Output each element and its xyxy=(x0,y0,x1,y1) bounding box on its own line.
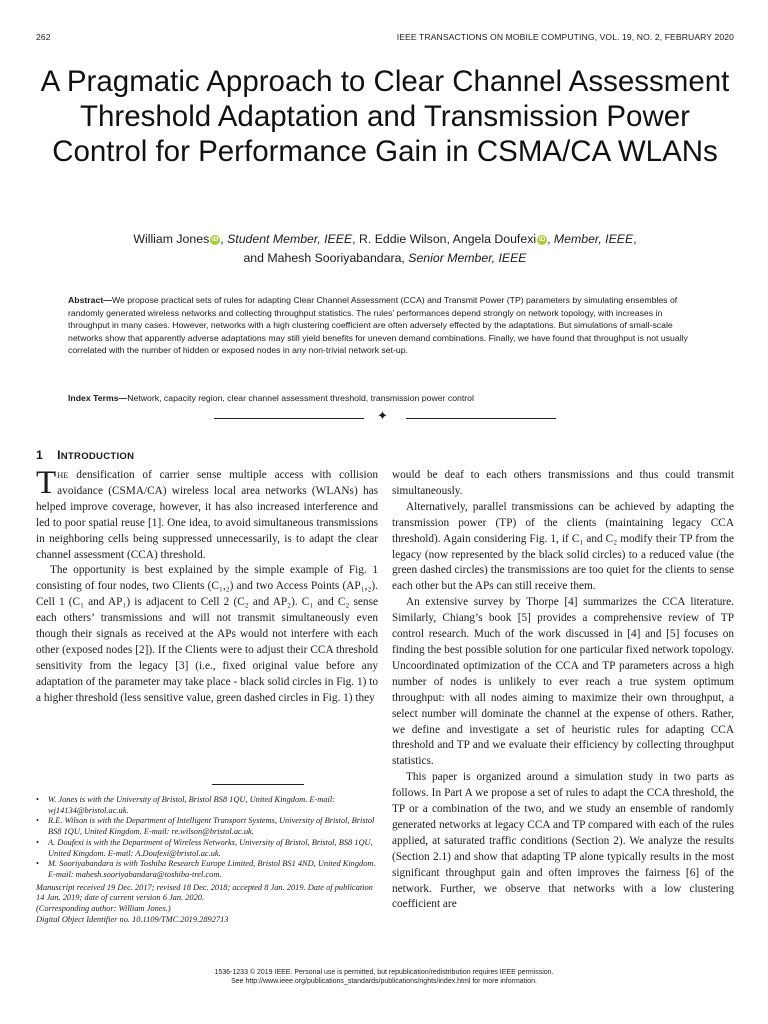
author-name: William Jones xyxy=(133,232,210,246)
paragraph: The opportunity is best explained by the simple example of Fig. 1 consisting of four nodes, two Clients (C₁,₂) and two Access Points (AP₁,₂). Cell 1 (C₁ and AP₁) is adjacent to Cell 2 (C₂ and AP₂). C₁ and C₂ sense each others’ transmissions and will not transmit simultaneously even though their signals as received at the APs would not interfere with each other (exposed nodes [2]). If the Clients were to adjust their CCA threshold sensitivity from the legacy [3] (i.e., fixed original value before any adaptation of the parameter may take place - black solid circles in Fig. 1) to a higher threshold (less sensitive value, green dashed circles in Fig. 1) they xyxy=(36,564,378,704)
author-line-1: William Jones iD , Student Member, IEEE, R. Eddie Wilson, Angela Doufexi iD , Member, IEEE, xyxy=(133,232,637,246)
separator-line-left xyxy=(214,418,364,419)
index-terms-label: Index Terms— xyxy=(68,393,128,403)
footnote-item: • R.E. Wilson is with the Department of Intelligent Transport Systems, University of Bristol, Bristol BS8 1QU, United Kingdom. E-mail: re.wilson@bristol.ac.uk. xyxy=(36,816,375,837)
index-terms xyxy=(68,392,702,404)
doi: Digital Object Identifier no. 10.1109/TMC.2019.2892713 xyxy=(36,914,229,924)
author-role: Senior Member, IEEE xyxy=(408,251,527,265)
journal-header: IEEE TRANSACTIONS ON MOBILE COMPUTING, VOL. 19, NO. 2, FEBRUARY 2020 xyxy=(396,32,734,42)
author-role: Student Member, IEEE xyxy=(227,232,353,246)
section-number: 1 xyxy=(36,448,44,462)
author-name: Angela Doufexi xyxy=(452,232,537,246)
footnote-item: • A. Doufexi is with the Department of Wireless Networks, University of Bristol, Bristol, BS8 1QU, United Kingdom. E-mail: A.Doufexi@bristol.ac.uk. xyxy=(36,837,373,858)
author-line-2: and Mahesh Sooriyabandara, Senior Member, IEEE xyxy=(243,251,527,265)
orcid-icon[interactable]: iD xyxy=(211,236,219,243)
page-number: 262 xyxy=(36,32,51,42)
separator-line-right xyxy=(406,418,556,419)
right-column xyxy=(392,468,734,913)
author-name: Mahesh Sooriyabandara xyxy=(267,251,402,265)
paragraph: THE densification of carrier sense multiple access with collision avoidance (CSMA/CA) wireless local area networks (WLANs) has helped improve coverage, however, it has also increased interference and led to poor spatial reuse [1]. One idea, to avoid simultaneous transmissions in neighboring cells being suppressed unnecessarily, is to adapt the clear channel assessment (CCA) threshold. xyxy=(36,465,378,561)
rights-link[interactable]: See http://www.ieee.org/publications_standards/publications/rights/index.html for more information. xyxy=(231,978,537,985)
paper-title: A Pragmatic Approach to Clear Channel Assessment Threshold Adaptation and Transmission Power Control for Performance Gain in CSMA/CA WLANs xyxy=(40,65,730,168)
author-list xyxy=(40,230,730,268)
footnote-rule xyxy=(212,784,304,785)
author-role: Member, IEEE xyxy=(553,232,634,246)
abstract-label: Abstract— xyxy=(68,295,112,305)
corresponding-author: (Corresponding author: William Jones.) xyxy=(36,904,171,914)
author-name: R. Eddie Wilson xyxy=(359,232,447,246)
paragraph: An extensive survey by Thorpe [4] summarizes the CCA literature. Similarly, Chiang’s book [5] provides a comprehensive review of TP control research. Much of the work discussed in [4] and [5] focuses on finding the best possible solution for one particular fixed network topology. Uncoordinated optimization of the CCA and TP parameters across a high number of nodes is unlikely to ever reach a true system optimum throughput: with all nodes aiming to maximize their own throughput, a select number will dominate the channel at the expense of others. Rather, we define and investigate a set of heuristic rules for adapting CCA threshold and TP and we evaluate their efficiency by collecting throughput statistics. xyxy=(392,596,734,768)
abstract-text: We propose practical sets of rules for adapting Clear Channel Assessment (CCA) and Transmit Power (TP) parameters by simulating ensembles of randomly generated wireless networks and collecting throughput statistics. The rules’ performances depend strongly on network topology, with increases in throughput in many cases. However, networks with a high clustering coefficient are often adversely effected by the adaptations. But simulations of small-scale networks show that apparently adverse adaptations may still yield benefits for uneven demand combinations. Finally, we have found that throughput is not usually correlated with the number of hidden or exposed nodes in any non-trivial network set-up. xyxy=(68,295,688,356)
drop-cap: T xyxy=(36,465,57,501)
left-column xyxy=(36,465,378,707)
paragraph: would be deaf to each others transmissions and thus could transmit simultaneously. xyxy=(392,469,734,497)
copyright-notice: 1536-1233 © 2019 IEEE. Personal use is permitted, but republication/redistribution requires IEEE permission. See http://www.ieee.org/publications_standards/publications/rights/index.html for more information. xyxy=(0,968,768,986)
footnote-item: • M. Sooriyabandara is with Toshiba Research Europe Limited, Bristol BS1 4ND, United Kingdom. E-mail: mahesh.sooriyabandara@toshiba-trel.com. xyxy=(36,859,376,879)
orcid-icon[interactable]: iD xyxy=(538,236,546,243)
abstract xyxy=(68,294,702,357)
paragraph: Alternatively, parallel transmissions can be achieved by adapting the transmission power (TP) of the clients (maintaining legacy CCA threshold). Again considering Fig. 1, if C₁ and C₂ modify their TP from the legacy (now represented by the black solid circles) to a reduced value (the green dashed circles) the transmissions are too quiet for the clients to sense each other but the APs can still receive them. xyxy=(392,500,734,593)
separator-diamond-icon: ✦ xyxy=(377,408,388,423)
paragraph: This paper is organized around a simulation study in two parts as follows. In Part A we propose a set of rules to adapt the CCA threshold, the TP or a combination of the two, and we study an ensemble of randomly generated networks at legacy CCA and TP compared with each of the rules applied, at saturated traffic conditions (Section 2). We analyze the results (Section 2.1) and show that adapting TP alone typically results in the most significant throughput gain and often improves the fairness [6] of the network. Further, we observe that networks with a low clustering coefficient are xyxy=(392,771,734,911)
footnotes xyxy=(36,795,378,925)
index-terms-text: Network, capacity region, clear channel assessment threshold, transmission power control xyxy=(127,393,474,403)
section-heading: 1 INTRODUCTION xyxy=(36,448,135,462)
manuscript-dates: Manuscript received 19 Dec. 2017; revised 18 Dec. 2018; accepted 8 Jan. 2019. Date of publication 14 Jan. 2019; date of current version 6 Jan. 2020. xyxy=(36,882,373,903)
footnote-item: • W. Jones is with the University of Bristol, Bristol BS8 1QU, United Kingdom. E-mail: wj14134@bristol.ac.uk. xyxy=(36,795,335,815)
